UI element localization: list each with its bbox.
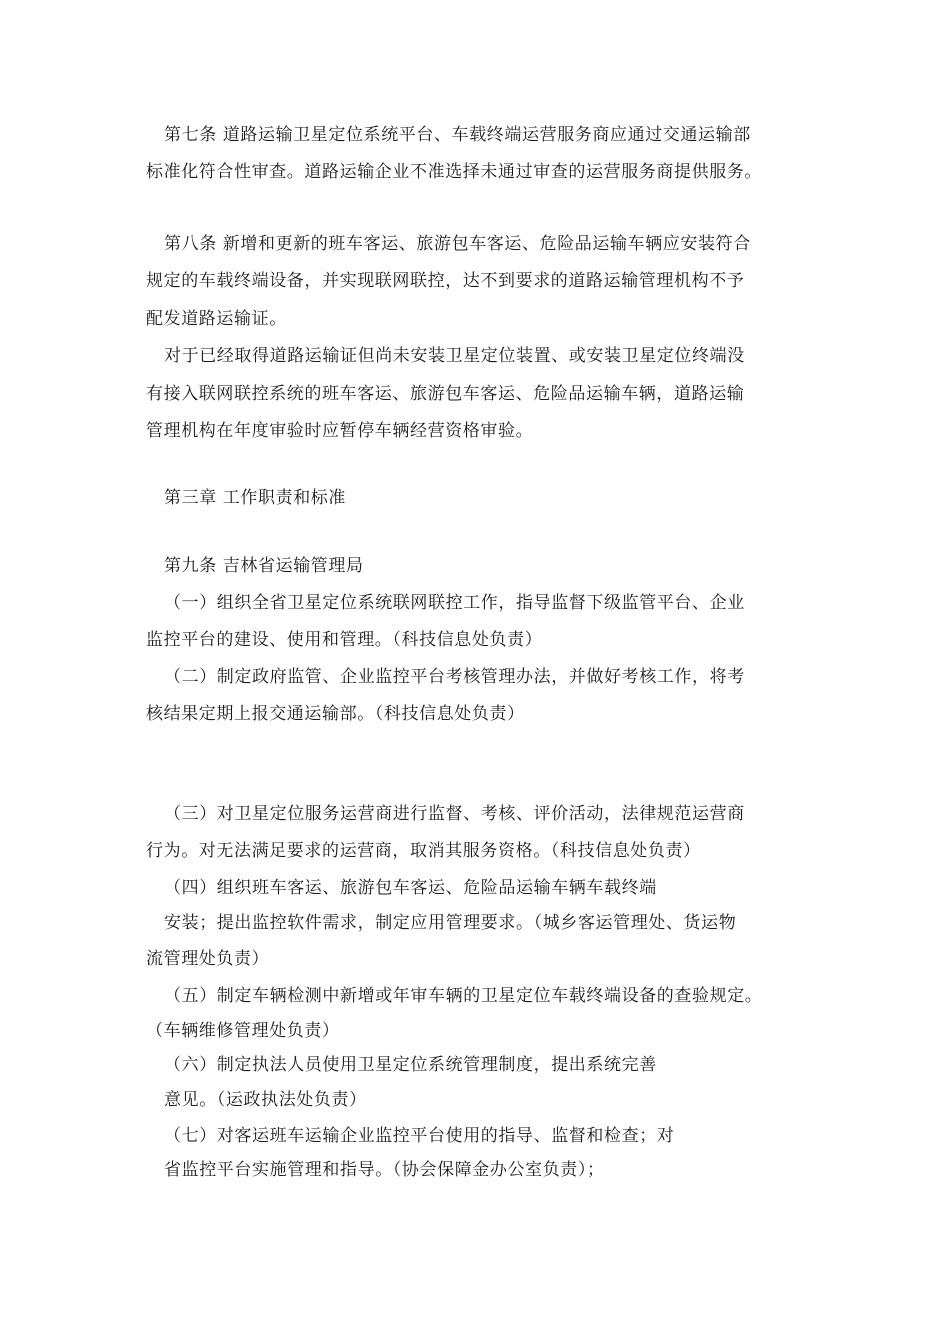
- article-8-line-3: 配发道路运输证。: [146, 309, 287, 329]
- item-6-line-2: 意见。（运政执法处负责）: [164, 1090, 367, 1110]
- item-7-line-2: 省监控平台实施管理和指导。（协会保障金办公室负责）；: [164, 1160, 605, 1180]
- item-1-line-2: 监控平台的建设、使用和管理。（科技信息处负责）: [146, 630, 543, 650]
- item-2-line-2: 核结果定期上报交通运输部。（科技信息处负责）: [146, 704, 525, 724]
- item-1-line-1: （一）组织全省卫星定位系统联网联控工作，指导监督下级监管平台、企业: [164, 593, 745, 613]
- item-7-line-1: （七）对客运班车运输企业监控平台使用的指导、监督和检查；对: [164, 1126, 675, 1146]
- item-4-line-1: （四）组织班车客运、旅游包车客运、危险品运输车辆车载终端: [164, 878, 657, 898]
- article-7-line-1: 第七条 道路运输卫星定位系统平台、车载终端运营服务商应通过交通运输部: [164, 125, 751, 145]
- item-5-line-1: （五）制定车辆检测中新增或年审车辆的卫星定位车载终端设备的查验规定。: [164, 986, 763, 1006]
- item-3-line-1: （三）对卫星定位服务运营商进行监督、考核、评价活动，法律规范运营商: [164, 804, 745, 824]
- item-4-line-3: 流管理处负责）: [146, 949, 270, 969]
- chapter-3-heading: 第三章 工作职责和标准: [164, 488, 347, 508]
- item-2-line-1: （二）制定政府监管、企业监控平台考核管理办法，并做好考核工作，将考: [164, 667, 745, 687]
- article-8-para2-line-3: 管理机构在年度审验时应暂停车辆经营资格审验。: [146, 421, 534, 441]
- article-8-line-1: 第八条 新增和更新的班车客运、旅游包车客运、危险品运输车辆应安装符合: [164, 234, 751, 254]
- article-7-line-2: 标准化符合性审查。道路运输企业不准选择未通过审查的运营服务商提供服务。: [146, 162, 762, 182]
- article-8-line-2: 规定的车载终端设备，并实现联网联控，达不到要求的道路运输管理机构不予: [146, 271, 745, 291]
- article-8-para2-line-1: 对于已经取得道路运输证但尚未安装卫星定位装置、或安装卫星定位终端没: [164, 346, 745, 366]
- item-6-line-1: （六）制定执法人员使用卫星定位系统管理制度，提出系统完善: [164, 1055, 657, 1075]
- item-5-line-2: （车辆维修管理处负责）: [146, 1021, 340, 1041]
- article-8-para2-line-2: 有接入联网联控系统的班车客运、旅游包车客运、危险品运输车辆，道路运输: [146, 384, 745, 404]
- article-9-heading: 第九条 吉林省运输管理局: [164, 556, 364, 576]
- item-4-line-2: 安装；提出监控软件需求，制定应用管理要求。（城乡客运管理处、货运物: [164, 913, 737, 933]
- item-3-line-2: 行为。对无法满足要求的运营商，取消其服务资格。（科技信息处负责）: [146, 841, 701, 861]
